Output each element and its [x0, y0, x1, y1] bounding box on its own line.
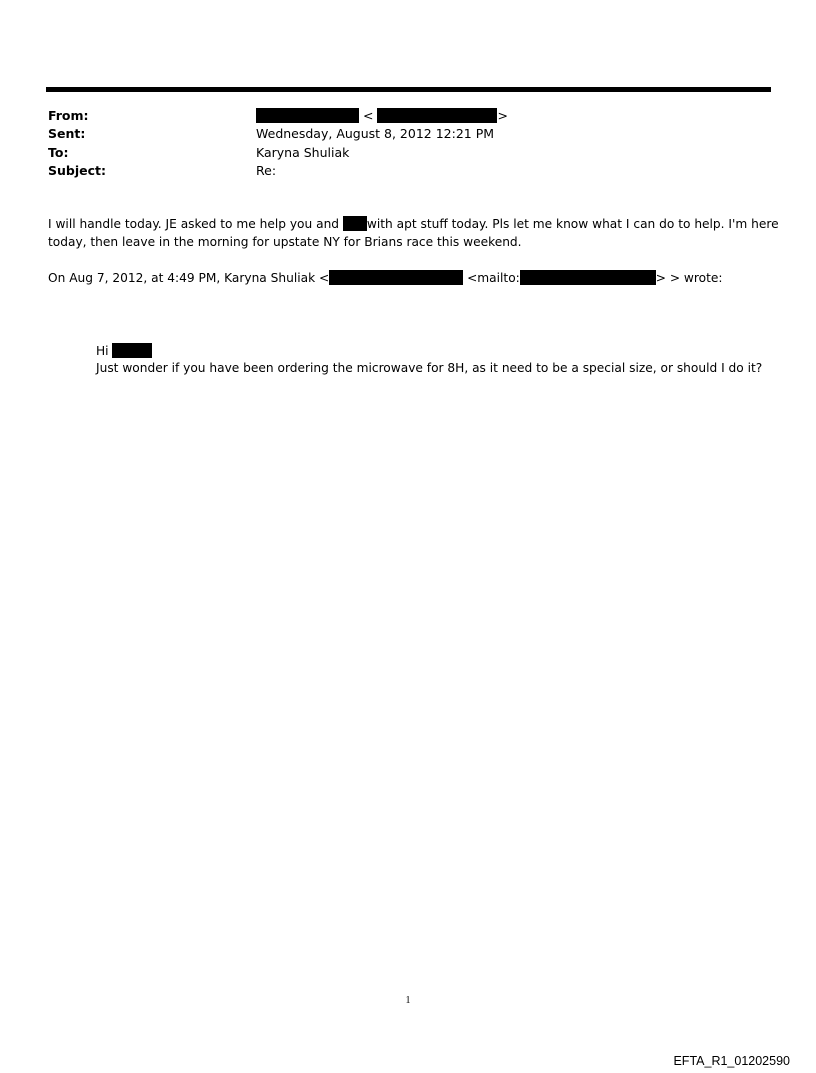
- reply-text: On Aug 7, 2012, at 4:49 PM, Karyna Shuliak <: [48, 271, 330, 285]
- from-lt: <: [362, 108, 374, 123]
- to-label: To:: [48, 145, 69, 160]
- from-value: [256, 107, 508, 125]
- redaction-box: [256, 108, 359, 123]
- redaction-box: [377, 108, 497, 123]
- from-gt: >: [497, 108, 508, 123]
- quoted-text: Just wonder if you have been ordering the microwave for 8H, as it need to be a special size, or should I do it?: [96, 361, 763, 375]
- subject-label: Subject:: [48, 163, 106, 178]
- header-rule: [46, 87, 771, 92]
- body-text: with apt stuff today. Pls let me know what I can do to help. I'm here: [366, 217, 779, 231]
- to-value: Karyna Shuliak: [256, 145, 350, 160]
- reply-attribution: [48, 269, 723, 287]
- greeting-text: Hi: [96, 344, 113, 358]
- reply-text: > > wrote:: [655, 271, 723, 285]
- sent-value: Wednesday, August 8, 2012 12:21 PM: [256, 126, 495, 141]
- redaction-box: [329, 270, 463, 285]
- reply-text: <mailto:: [467, 271, 520, 285]
- subject-value: Re:: [256, 163, 277, 178]
- redaction-box: [520, 270, 656, 285]
- quoted-greeting: [96, 342, 152, 360]
- page-number: 1: [405, 995, 411, 1006]
- bates-number: EFTA_R1_01202590: [673, 1054, 790, 1068]
- body-line-1: [48, 215, 779, 233]
- from-label: From:: [48, 108, 89, 123]
- body-text: I will handle today. JE asked to me help you and: [48, 217, 343, 231]
- sent-label: Sent:: [48, 126, 86, 141]
- redaction-box: [343, 216, 367, 231]
- redaction-box: [112, 343, 152, 358]
- body-line-2: today, then leave in the morning for upstate NY for Brians race this weekend.: [48, 235, 522, 249]
